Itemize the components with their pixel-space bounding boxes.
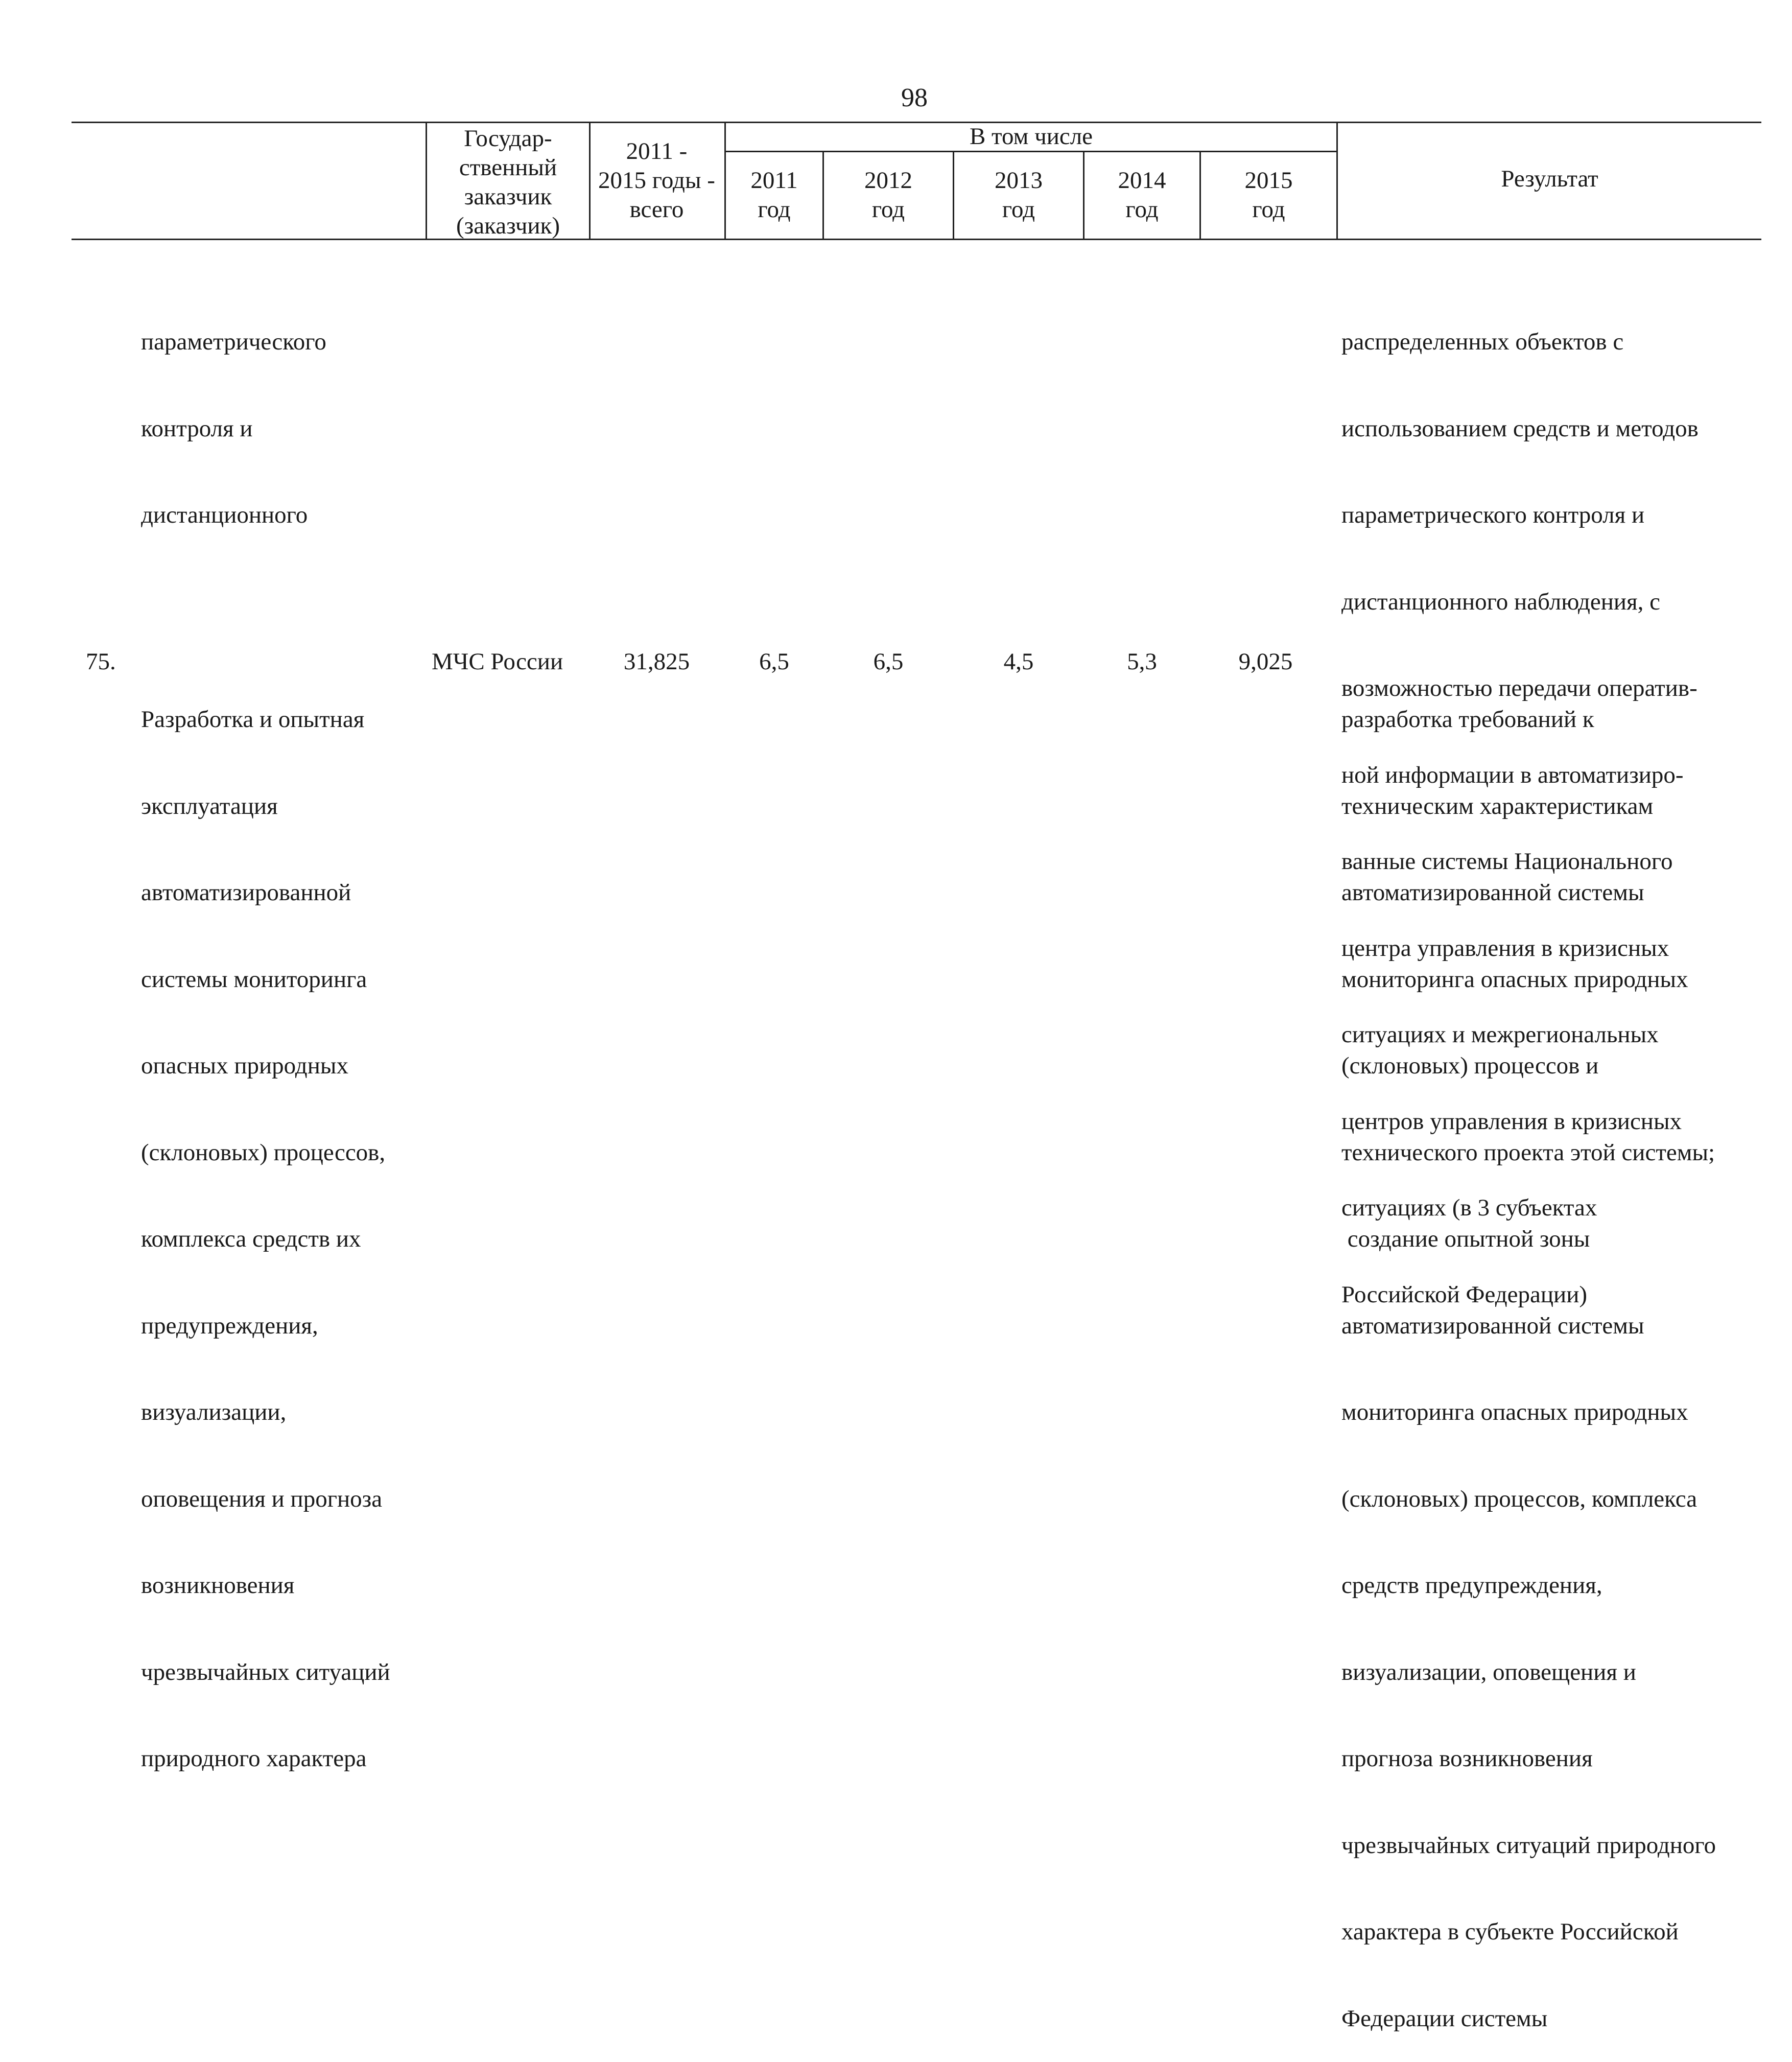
- row-value-2012: 6,5: [873, 648, 904, 675]
- header-year-2015: 2015 год: [1244, 167, 1293, 223]
- row-result: разработка требований к техническим характеристикам автоматизированной системы мониторинга опасных природных (склоновых) процессов и технического проекта этой системы; создание опытной зоны автоматизированной системы мониторинга опасных природных (склоновых) процессов, комплекса средств предупреждения, визуализации, оповещения и прогноза возникновения чрезвычайных ситуаций природного характера в субъекте Российской Федерации системы: [1341, 706, 1716, 2032]
- row-value-2013: 4,5: [1003, 648, 1034, 675]
- row-customer: МЧС России: [432, 648, 563, 675]
- row-value-2014: 5,3: [1127, 648, 1157, 675]
- header-year-2012: 2012 год: [864, 167, 912, 223]
- header-bottom-rule: [72, 239, 1761, 240]
- header-year-2011: 2011 год: [750, 167, 798, 223]
- header-year-2013: 2013 год: [995, 167, 1043, 223]
- header-result: Результат: [1501, 166, 1598, 192]
- header-total: 2011 - 2015 годы - всего: [598, 138, 715, 223]
- row-total: 31,825: [623, 648, 690, 675]
- header-including: В том числе: [969, 123, 1093, 150]
- row-value-2015: 9,025: [1238, 648, 1293, 675]
- header-year-2014: 2014 год: [1118, 167, 1166, 223]
- page-number: 98: [901, 83, 928, 112]
- row-value-2011: 6,5: [759, 648, 789, 675]
- row-name: Разработка и опытная эксплуатация автоматизированной системы мониторинга опасных природных (склоновых) процессов, комплекса средств их предупреждения, визуализации, оповещения и прогноза возникновения чрезвычайных ситуаций природного характера: [141, 706, 390, 1772]
- header-customer: Государ- ственный заказчик (заказчик): [456, 125, 560, 239]
- continuation-result: распределенных объектов с использованием средств и методов параметрического контроля и дистанционного наблюдения, с возможностью передачи оператив- ной информации в автоматизиро- ванные системы Национального центра управления в кризисных ситуациях и межрегиональных центров управления в кризисных ситуациях (в 3 субъектах Российской Федерации): [1341, 329, 1699, 1308]
- continuation-name: параметрического контроля и дистанционного: [141, 329, 326, 528]
- row-number: 75.: [86, 648, 116, 675]
